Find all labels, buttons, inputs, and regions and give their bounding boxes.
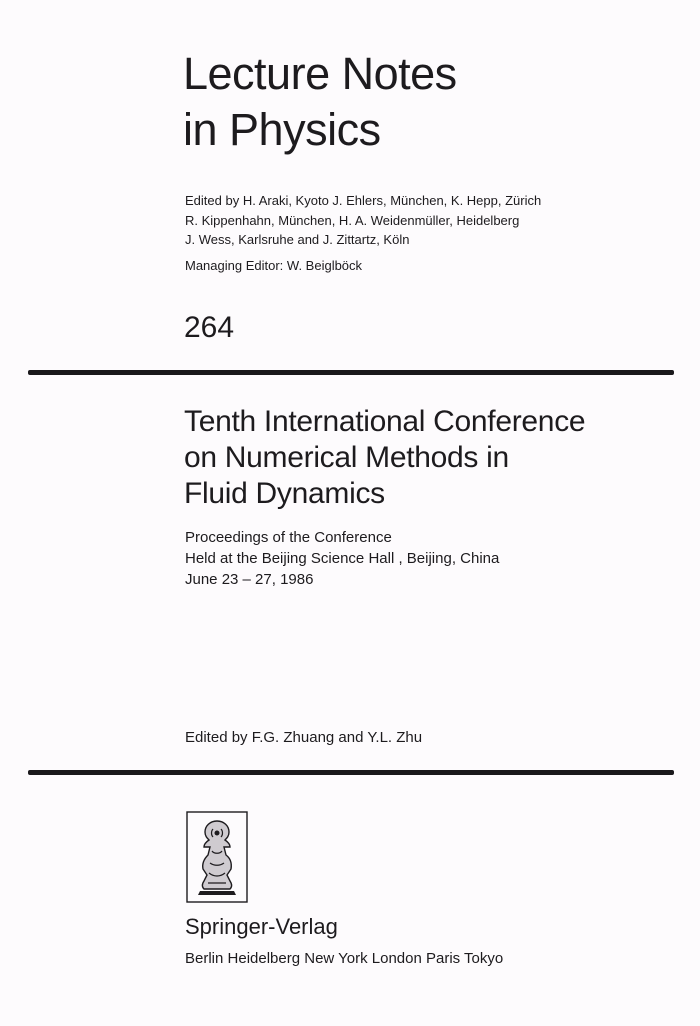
proceedings-line-1: Proceedings of the Conference — [185, 529, 392, 546]
book-title — [184, 404, 585, 512]
series-editors — [185, 191, 541, 250]
springer-chess-knight-logo-icon — [186, 811, 248, 903]
book-title-line-1: Tenth International Conference — [184, 405, 586, 438]
volume-number: 264 — [184, 311, 235, 344]
series-title — [183, 46, 457, 158]
managing-editor: Managing Editor: W. Beiglböck — [185, 258, 363, 273]
top-divider — [28, 370, 674, 375]
series-editors-line-2: R. Kippenhahn, München, H. A. Weidenmüller, Heidelberg — [185, 212, 520, 228]
book-editors: Edited by F.G. Zhuang and Y.L. Zhu — [185, 729, 423, 746]
series-title-line-1: Lecture Notes — [183, 48, 457, 99]
series-title-line-2: in Physics — [183, 104, 381, 155]
bottom-divider — [28, 770, 674, 775]
series-editors-line-1: Edited by H. Araki, Kyoto J. Ehlers, München, K. Hepp, Zürich — [185, 193, 542, 208]
series-editors-line-3: J. Wess, Karlsruhe and J. Zittartz, Köln — [185, 232, 410, 247]
proceedings-info — [185, 527, 499, 590]
publisher-cities: Berlin Heidelberg New York London Paris Tokyo — [185, 950, 504, 967]
proceedings-line-3: June 23 – 27, 1986 — [185, 571, 314, 588]
publisher-name: Springer-Verlag — [185, 914, 338, 939]
proceedings-line-2: Held at the Beijing Science Hall , Beijing, China — [185, 550, 500, 567]
book-title-line-3: Fluid Dynamics — [184, 477, 385, 510]
book-title-line-2: on Numerical Methods in — [184, 441, 509, 474]
